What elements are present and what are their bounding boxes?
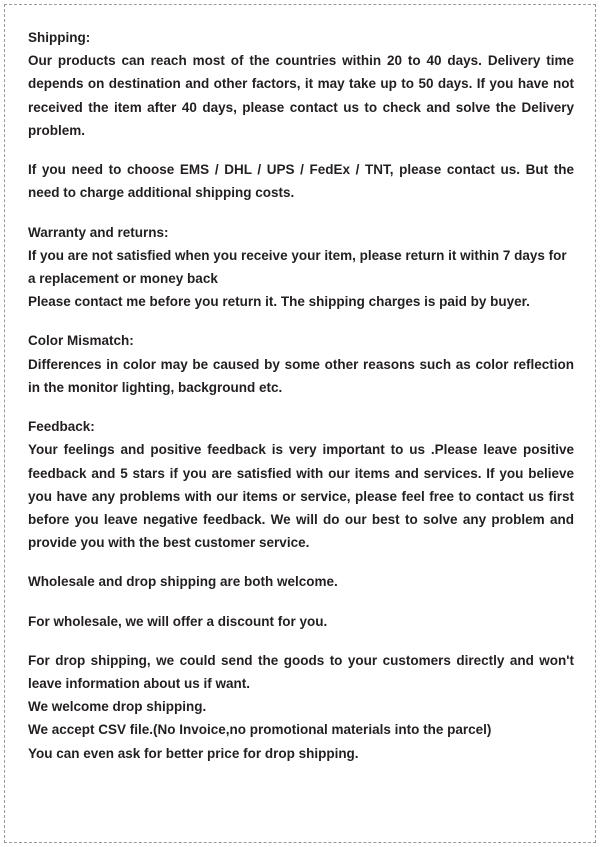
section-paragraph-dropship-2: We welcome drop shipping. [28, 699, 207, 715]
section-paragraph-wholesale-welcome: Wholesale and drop shipping are both welcome. [28, 574, 338, 590]
document-content [28, 26, 574, 837]
section-paragraph-wholesale-discount: For wholesale, we will offer a discount for you. [28, 613, 328, 629]
section-paragraph-color-mismatch-1: Differences in color may be caused by some other reasons such as color reflection in the monitor lighting, background etc. [28, 356, 574, 395]
section-express-couriers [28, 158, 574, 204]
section-feedback [28, 415, 574, 554]
section-paragraph-dropship-3: We accept CSV file.(No Invoice,no promotional materials into the parcel) [28, 722, 492, 738]
section-paragraph-dropship-1: For drop shipping, we could send the goods to your customers directly and won't leave information about us if want. [28, 652, 574, 692]
section-paragraph-express-couriers-1: If you need to choose EMS / DHL / UPS / FedEx / TNT, please contact us. But the need to charge additional shipping costs. [28, 162, 574, 201]
section-paragraph-shipping-1: Our products can reach most of the countries within 20 to 40 days. Delivery time depends on destination and other factors, it may take up to 50 days. If you have not received the item after 40 days, please contact us to check and solve the Delivery problem. [28, 53, 574, 138]
section-warranty-and-returns [28, 221, 574, 314]
section-heading-color-mismatch: Color Mismatch: [28, 333, 134, 349]
section-wholesale-dropshipping-welcome [28, 570, 574, 593]
section-heading-warranty-and-returns: Warranty and returns: [28, 224, 169, 240]
section-heading-feedback: Feedback: [28, 419, 95, 435]
section-heading-shipping: Shipping: [28, 30, 91, 45]
section-paragraph-warranty-1: If you are not satisfied when you receive your item, please return it within 7 days for a replacement or money back [28, 247, 567, 286]
section-color-mismatch [28, 329, 574, 399]
section-shipping [28, 26, 574, 142]
section-wholesale-discount [28, 610, 574, 633]
section-paragraph-dropship-4: You can even ask for better price for drop shipping. [28, 745, 359, 761]
section-drop-shipping-details [28, 649, 574, 765]
section-paragraph-warranty-2: Please contact me before you return it. The shipping charges is paid by buyer. [28, 294, 530, 310]
section-paragraph-feedback-1: Your feelings and positive feedback is very important to us .Please leave positive feedback and 5 stars if you are satisfied with our items and services. If you believe you have any problems with our items or service, please feel free to contact us first before you leave negative feedback. We will do our best to solve any problem and provide you with the best customer service. [28, 442, 574, 551]
